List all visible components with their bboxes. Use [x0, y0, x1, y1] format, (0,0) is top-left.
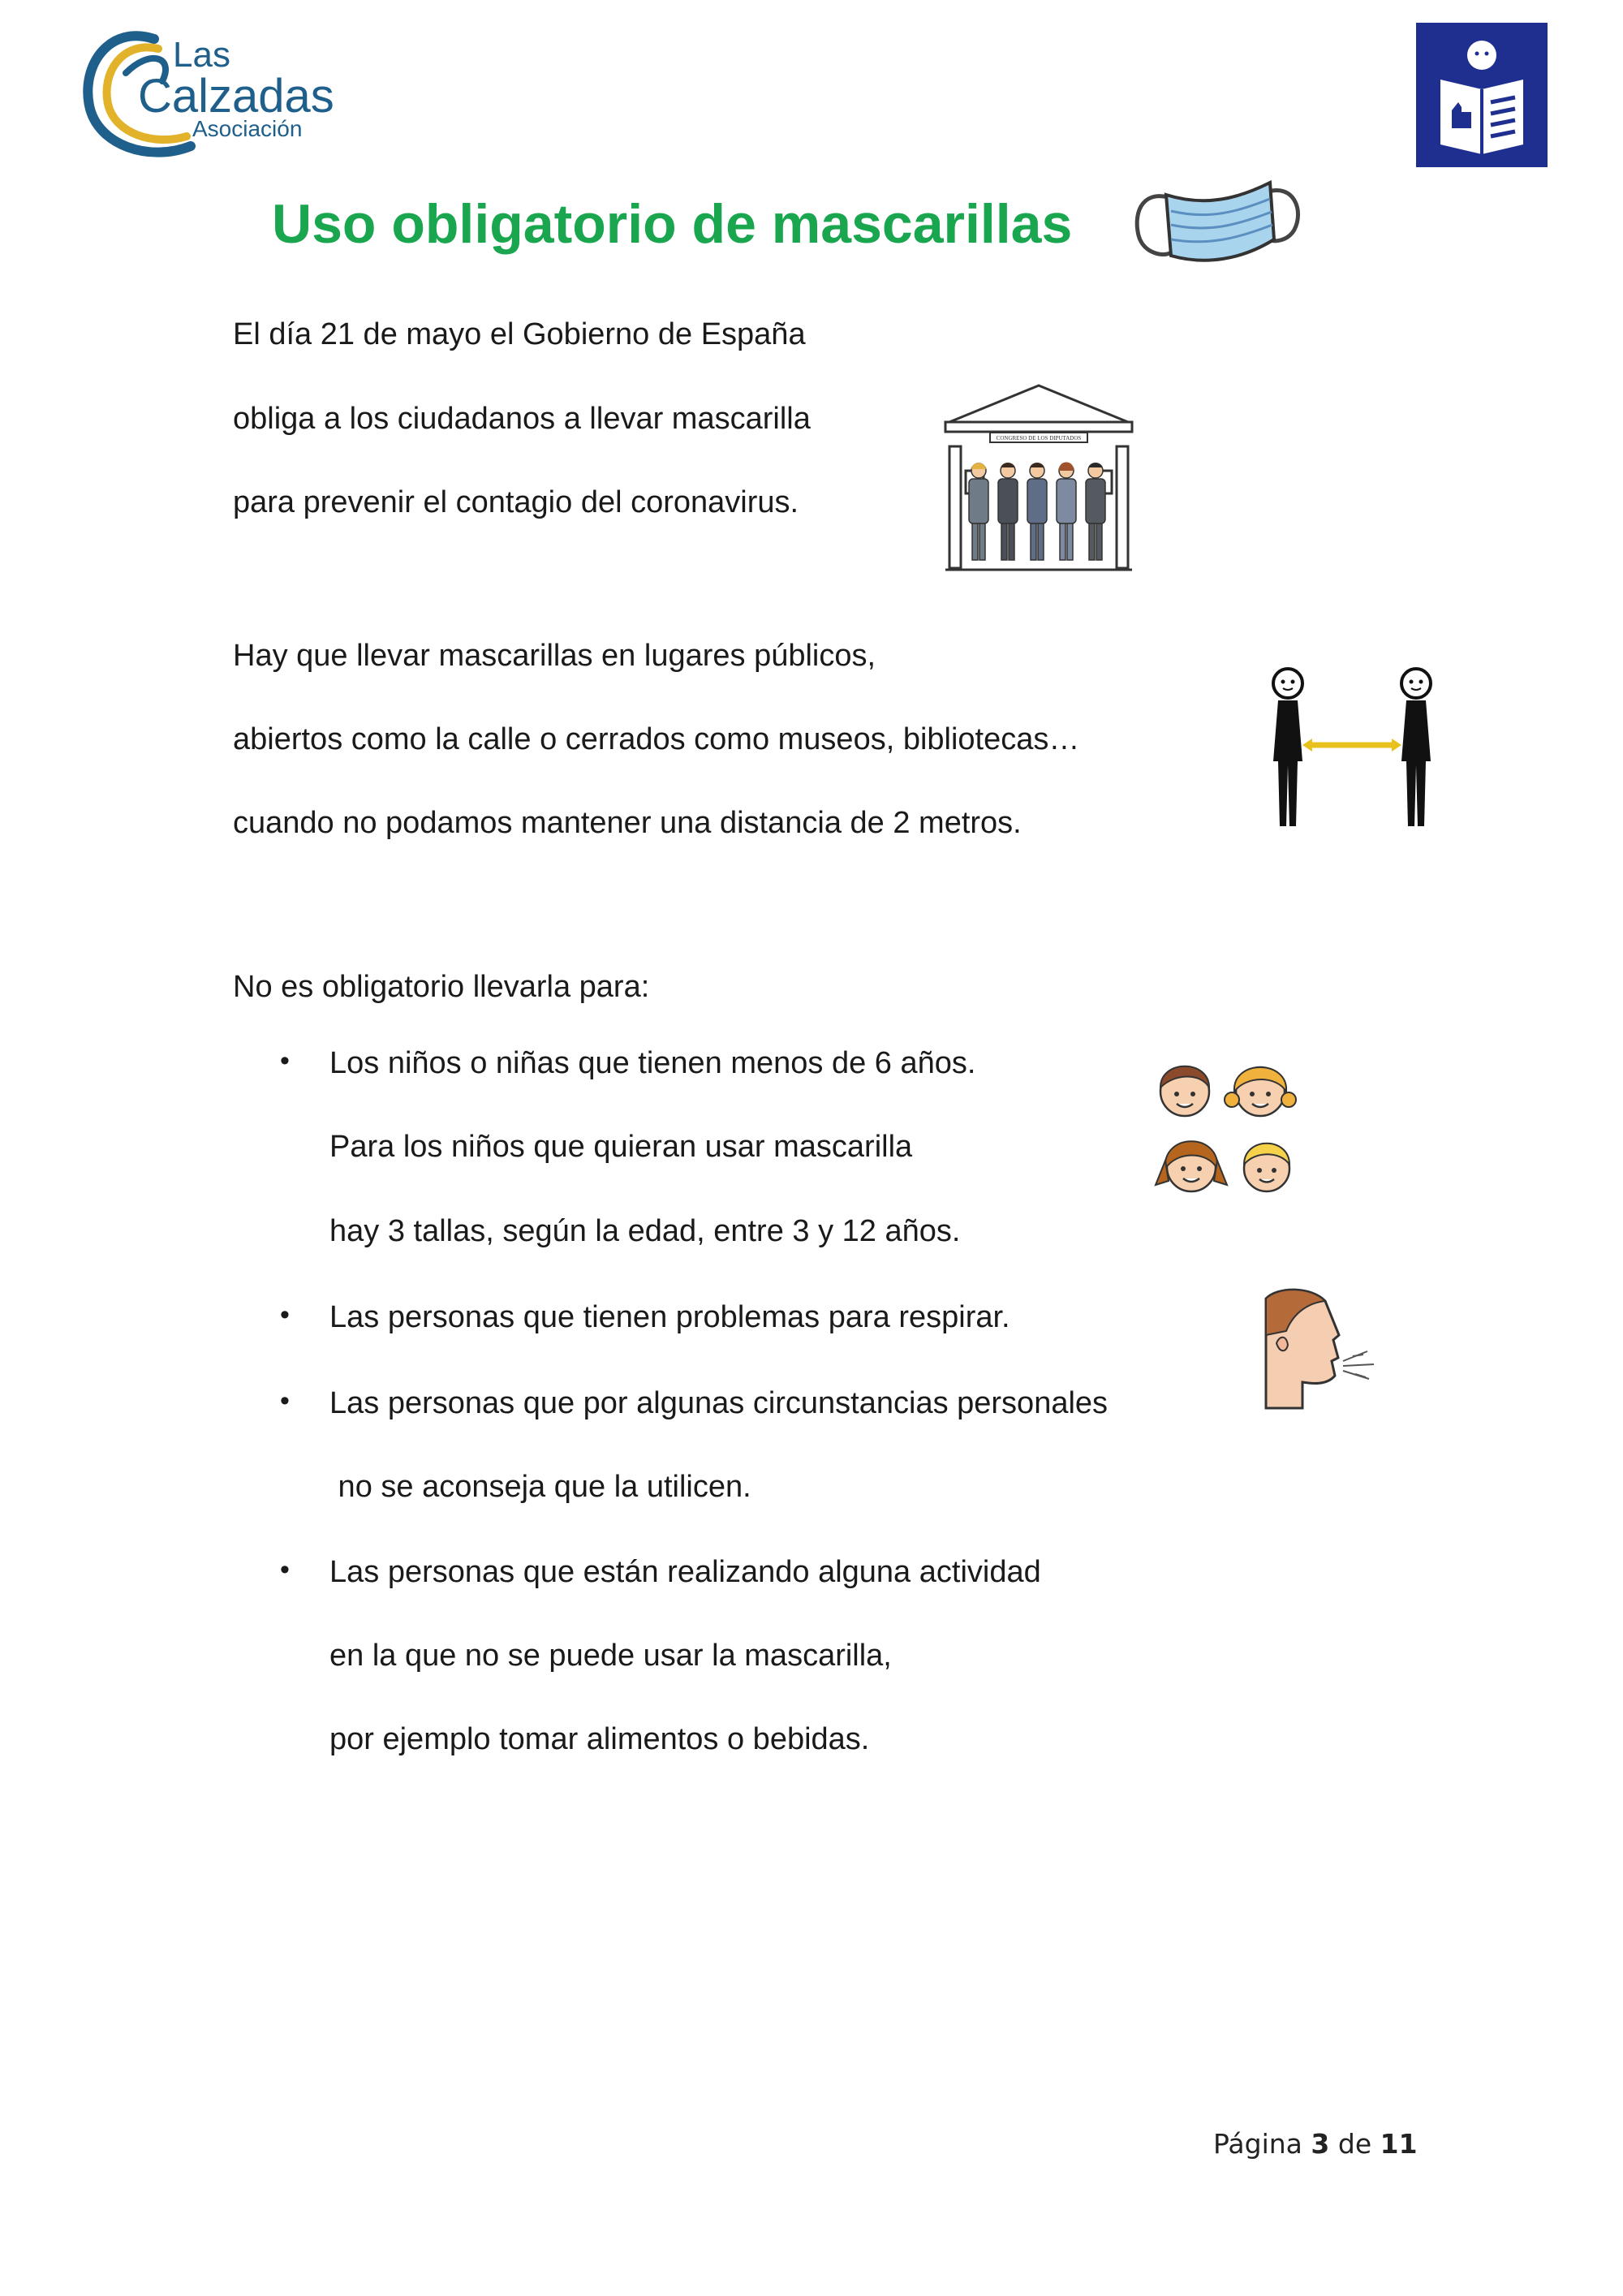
list-item-line: hay 3 tallas, según la edad, entre 3 y 12 años. — [329, 1214, 961, 1248]
list-item-line: Las personas que tienen problemas para respirar. — [329, 1300, 1010, 1334]
building-sign: CONGRESO DE LOS DIPUTADOS — [996, 435, 1082, 442]
face-mask-icon — [1132, 174, 1302, 272]
list-item-line: no se aconseja que la utilicen. — [329, 1470, 751, 1504]
list-item-line: en la que no se puede usar la mascarilla, — [329, 1639, 892, 1673]
footer-sep: de — [1337, 2128, 1372, 2160]
bullet-marker: • — [280, 1045, 290, 1076]
paragraph-line: El día 21 de mayo el Gobierno de España — [233, 317, 806, 351]
bullet-marker: • — [280, 1385, 290, 1416]
logo-las-calzadas — [77, 16, 334, 162]
breathing-person-icon — [1262, 1286, 1380, 1408]
list-item-line: Las personas que por algunas circunstancias personales — [329, 1386, 1109, 1420]
paragraph-line: obliga a los ciudadanos a llevar mascarilla — [233, 402, 811, 436]
paragraph-line: cuando no podamos mantener una distancia de 2 metros. — [233, 806, 1022, 840]
social-distance-icon — [1262, 664, 1444, 834]
list-item-line: Los niños o niñas que tienen menos de 6 años. — [329, 1046, 976, 1080]
logo-line3: Asociación — [192, 116, 303, 141]
bullet-marker: • — [280, 1554, 290, 1585]
children-faces-icon — [1151, 1055, 1305, 1205]
footer-total: 11 — [1380, 2128, 1418, 2160]
footer-page: 3 — [1311, 2128, 1330, 2160]
paragraph-line: Hay que llevar mascarillas en lugares públicos, — [233, 639, 876, 673]
easy-read-icon — [1416, 23, 1548, 167]
list-intro: No es obligatorio llevarla para: — [233, 970, 650, 1004]
list-item-line: Para los niños que quieran usar mascarilla — [329, 1130, 913, 1164]
list-item-line: por ejemplo tomar alimentos o bebidas. — [329, 1722, 870, 1756]
parliament-building-icon — [933, 381, 1144, 592]
page-number — [1213, 2126, 1418, 2162]
paragraph-line: abiertos como la calle o cerrados como museos, bibliotecas… — [233, 722, 1080, 756]
bullet-marker: • — [280, 1299, 290, 1330]
logo-line1: Las — [173, 35, 230, 75]
logo-line2: Calzadas — [138, 70, 334, 123]
page-title: Uso obligatorio de mascarillas — [272, 193, 1073, 255]
paragraph-line: para prevenir el contagio del coronavirus. — [233, 485, 799, 519]
footer-prefix: Página — [1213, 2128, 1302, 2160]
list-item-line: Las personas que están realizando alguna actividad — [329, 1555, 1041, 1589]
